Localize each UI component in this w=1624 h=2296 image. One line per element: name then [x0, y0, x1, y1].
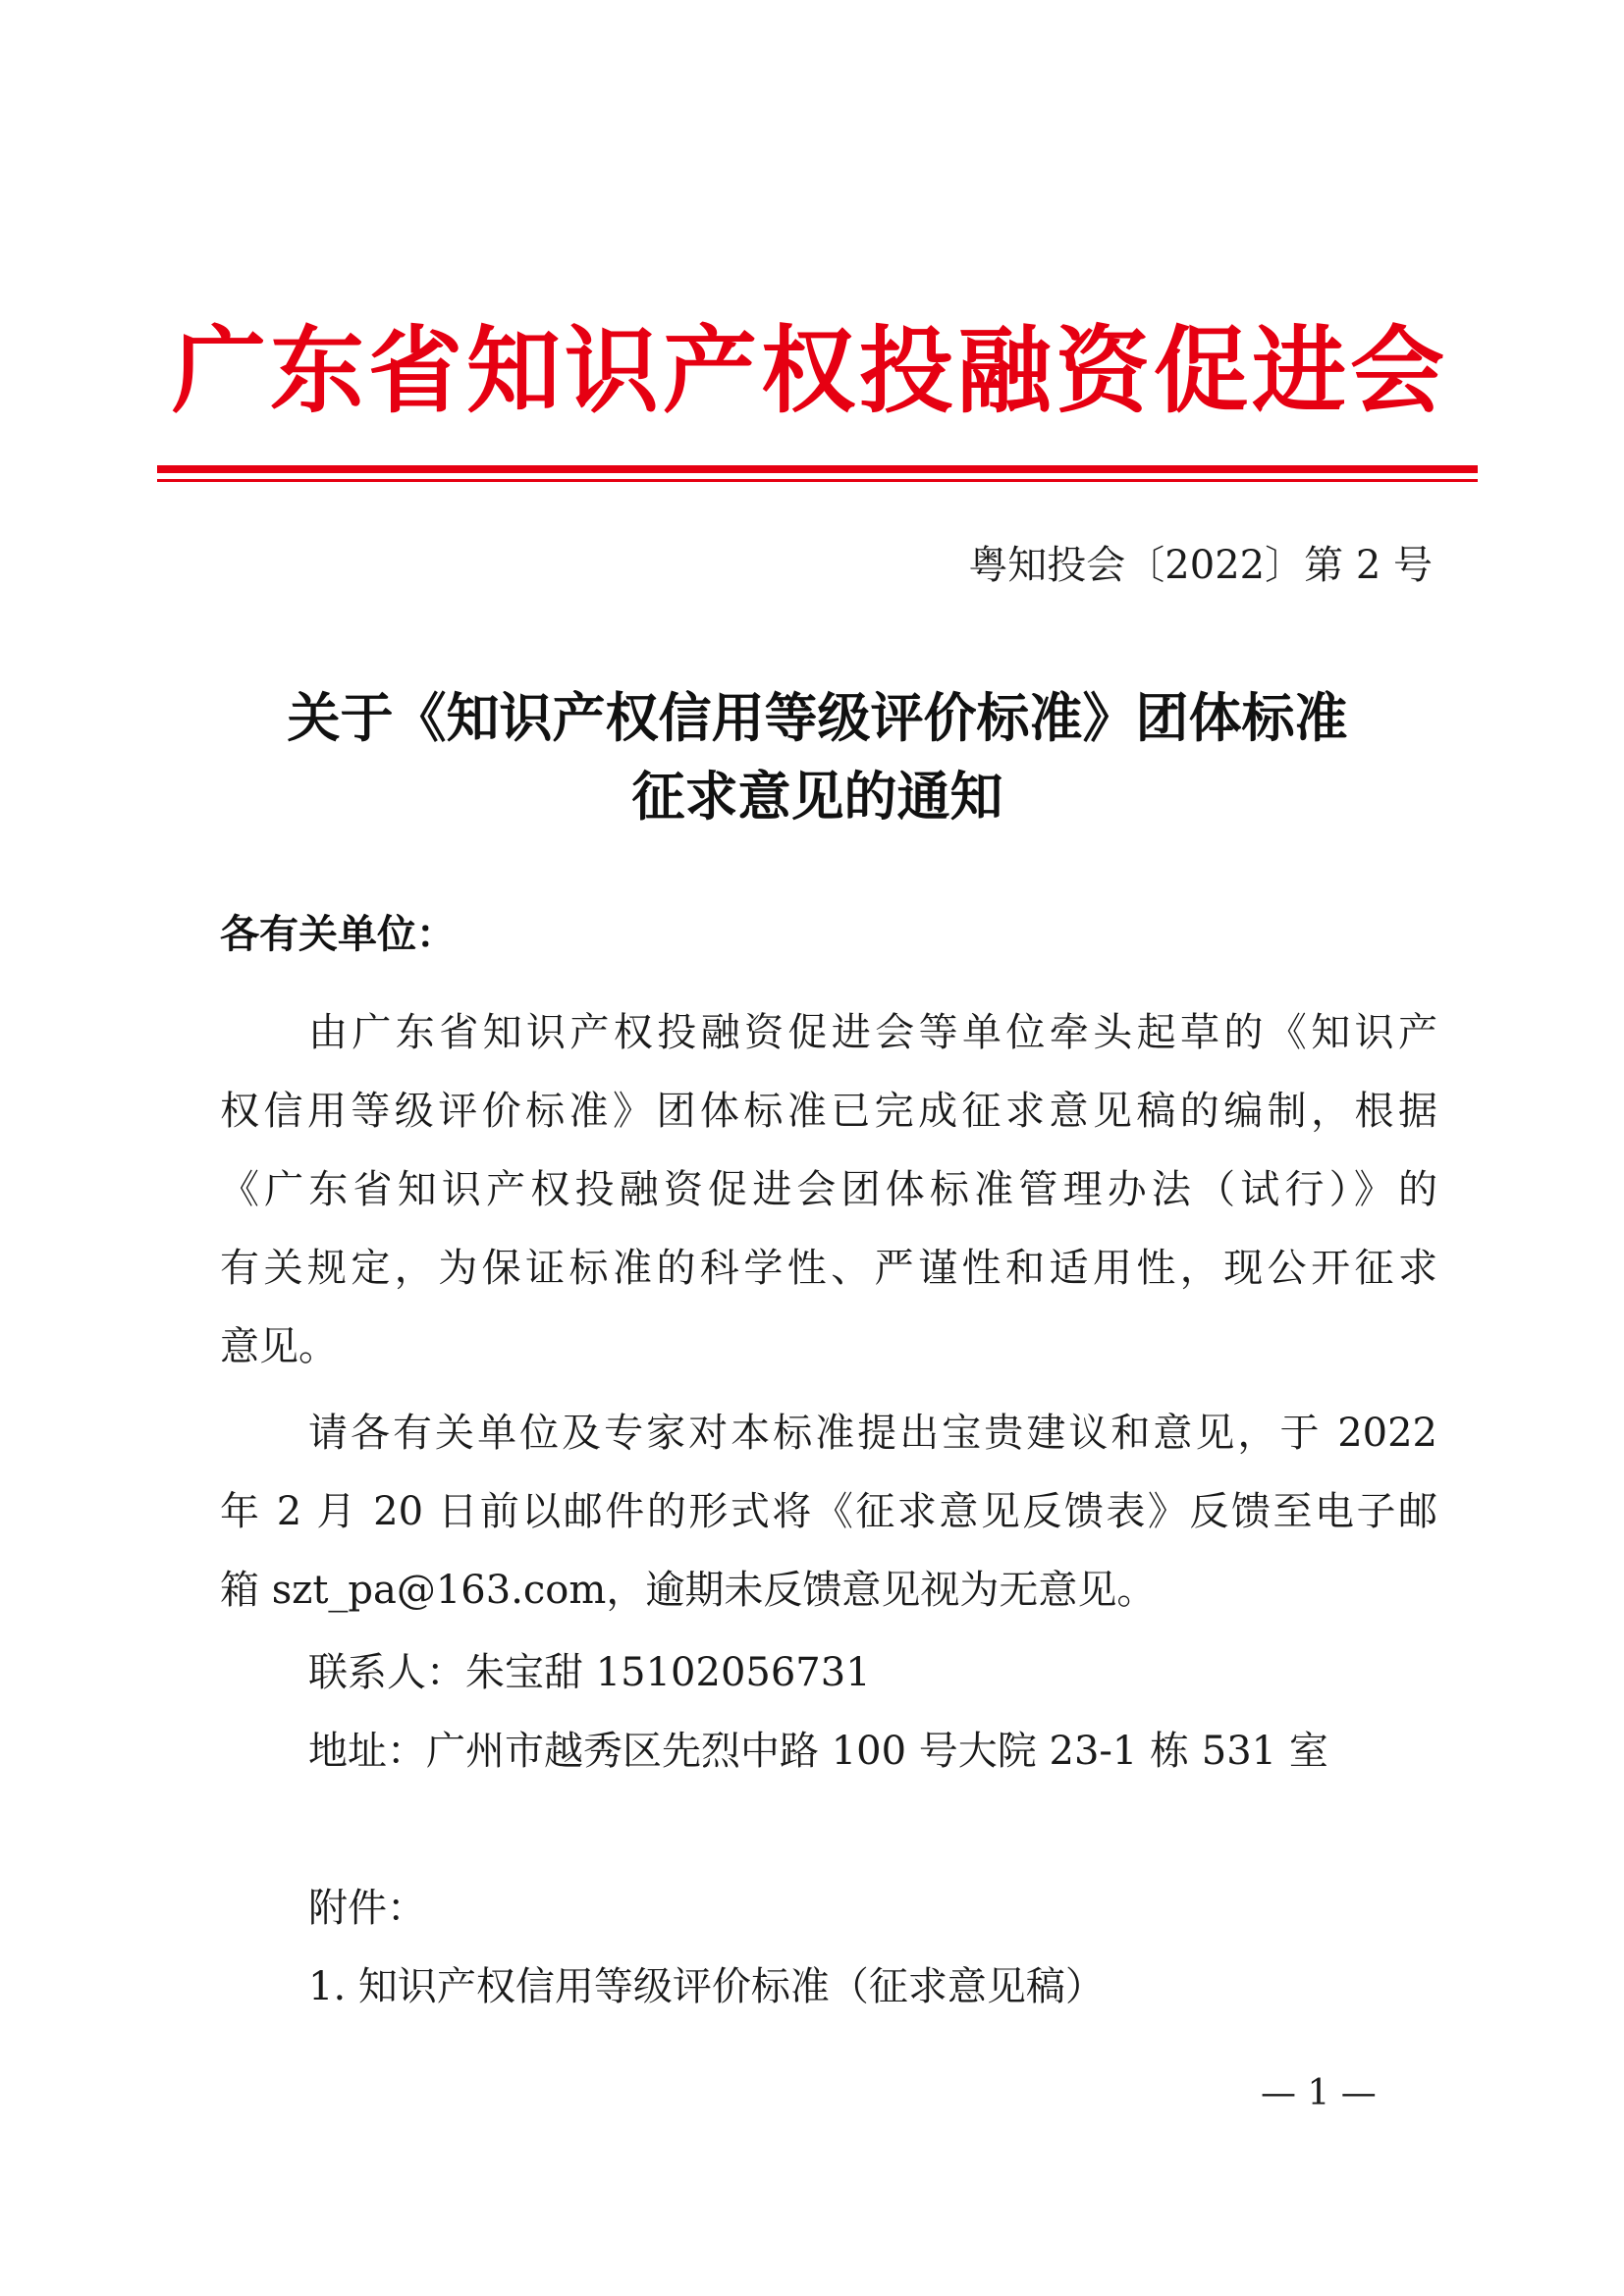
paragraph-1 [220, 993, 1437, 1386]
paragraph-line: 箱 szt_pa@163.com，逾期未反馈意见视为无意见。 [220, 1568, 1157, 1613]
attachments-heading: 附件： [308, 1886, 426, 1931]
paragraph-line: 年 2 月 20 日前以邮件的形式将《征求意见反馈表》反馈至电子邮 [220, 1489, 1437, 1534]
contact-person: 联系人：朱宝甜 15102056731 [308, 1650, 871, 1695]
masthead-red-rule-thin [157, 479, 1478, 482]
paragraph-line: 意见。 [220, 1324, 338, 1369]
paragraph-line: 请各有关单位及专家对本标准提出宝贵建议和意见，于 2022 [308, 1411, 1437, 1456]
paragraph-2 [220, 1394, 1437, 1629]
title-line-2: 征求意见的通知 [631, 766, 1003, 828]
title-line-1: 关于《知识产权信用等级评价标准》团体标准 [287, 687, 1348, 749]
paragraph-line: 《广东省知识产权投融资促进会团体标准管理办法（试行）》的 [220, 1167, 1437, 1212]
salutation: 各有关单位： [220, 912, 456, 957]
paragraph-line: 由广东省知识产权投融资促进会等单位牵头起草的《知识产 [308, 1010, 1437, 1055]
masthead-org-name: 广东省知识产权投融资促进会 [172, 315, 1448, 426]
masthead-red-rule-thick [157, 465, 1478, 473]
contact-info [220, 1633, 1437, 1790]
attachment-item: 1. 知识产权信用等级评价标准（征求意见稿） [308, 1964, 1105, 2009]
paragraph-line: 权信用等级评价标准》团体标准已完成征求意见稿的编制，根据 [220, 1089, 1437, 1134]
attachments [220, 1869, 1437, 2026]
paragraph-line: 有关规定，为保证标准的科学性、严谨性和适用性，现公开征求 [220, 1246, 1437, 1291]
contact-address: 地址：广州市越秀区先烈中路 100 号大院 23-1 栋 531 室 [308, 1729, 1328, 1774]
page-number: — 1 — [1261, 2073, 1377, 2113]
document-title [157, 679, 1478, 836]
document-number: 粤知投会〔2022〕第 2 号 [968, 543, 1433, 588]
